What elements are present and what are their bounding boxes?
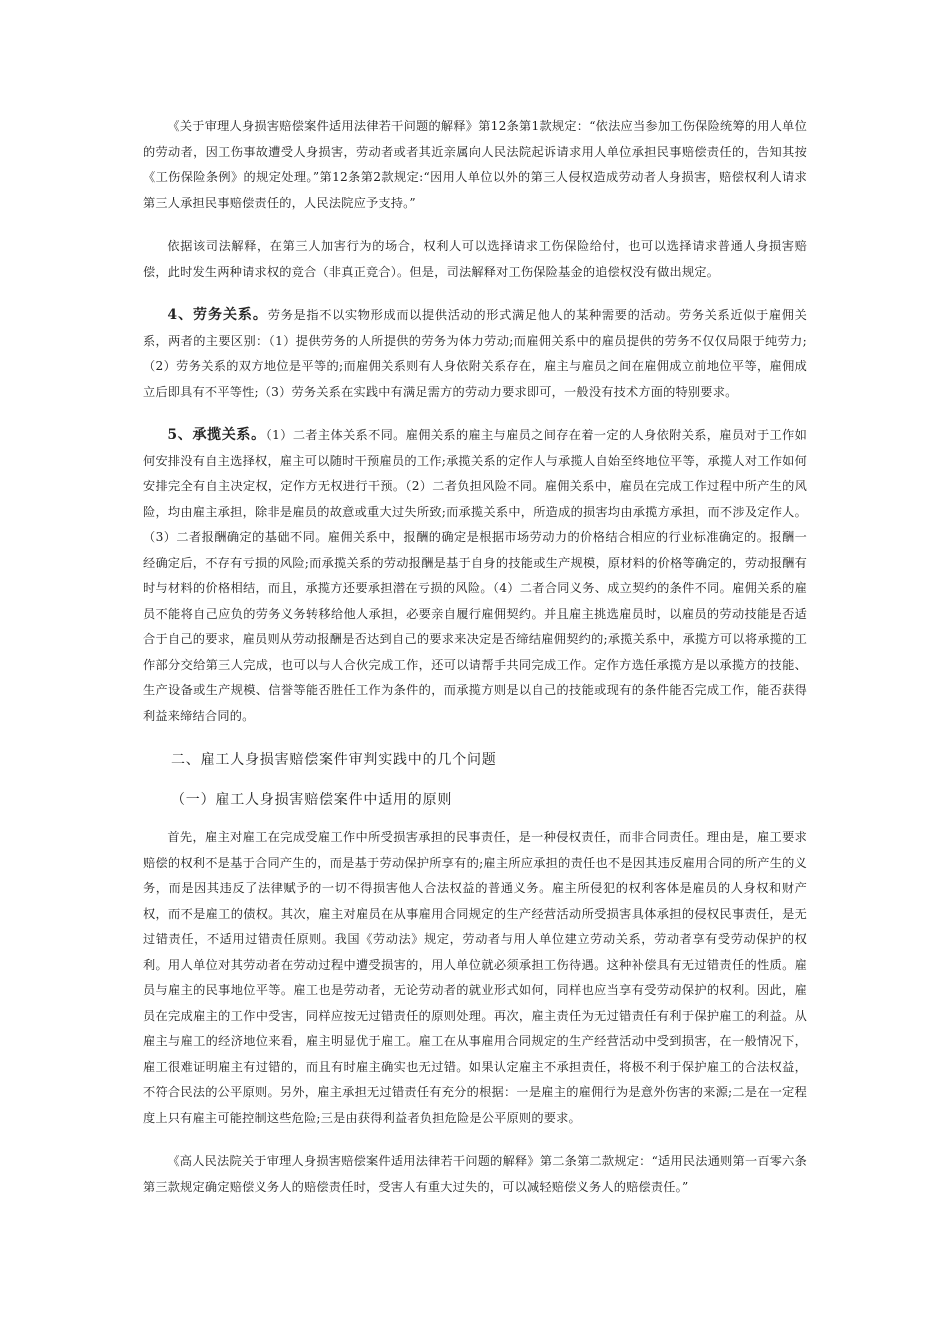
paragraph-contracting-relation xyxy=(143,423,807,729)
paragraph-judicial-interpretation-article-12: 《关于审理人身损害赔偿案件适用法律若干问题的解释》第12条第1款规定：“依法应当参加工伤保险统筹的用人单位的劳动者，因工伤事故遭受人身损害，劳动者或者其近亲属向人民法院起诉请求用人单位承担民事赔偿责任的，告知其按《工伤保险条例》的规定处理。”第12条第2款规定:“因用人单位以外的第三人侵权造成劳动者人身损害，赔偿权利人请求第三人承担民事赔偿责任的，人民法院应予支持。” xyxy=(143,119,807,210)
section-heading-practice-issues: 二、雇工人身损害赔偿案件审判实践中的几个问题 xyxy=(171,752,497,768)
paragraph-claim-concurrence: 依据该司法解释，在第三人加害行为的场合，权利人可以选择请求工伤保险给付，也可以选择请求普通人身损害赔偿，此时发生两种请求权的竞合（非真正竞合）。但是，司法解释对工伤保险基金的追偿权没有做出规定。 xyxy=(143,239,807,279)
paragraph-employer-liability-principles: 首先，雇主对雇工在完成受雇工作中所受损害承担的民事责任，是一种侵权责任，而非合同责任。理由是，雇工要求赔偿的权利不是基于合同产生的，而是基于劳动保护所享有的;雇主所应承担的责任也不是因其违反雇用合同的所产生的义务，而是因其违反了法律赋予的一切不得损害他人合法权益的普通义务。雇主所侵犯的权利客体是雇员的人身权和财产权，而不是雇工的债权。其次，雇主对雇员在从事雇用合同规定的生产经营活动所受损害具体承担的侵权民事责任，是无过错责任，不适用过错责任原则。我国《劳动法》规定，劳动者与用人单位建立劳动关系，劳动者享有受劳动保护的权利。用人单位对其劳动者在劳动过程中遭受损害的，用人单位就必须承担工伤待遇。这种补偿具有无过错责任的性质。雇员与雇主的民事地位平等。雇工也是劳动者，无论劳动者的就业形式如何，同样也应当享有受劳动保护的权利。因此，雇员在完成雇主的工作中受害，同样应按无过错责任的原则处理。再次，雇主责任为无过错责任有利于保护雇工的利益。从雇主与雇工的经济地位来看，雇主明显优于雇工。雇工在从事雇用合同规定的生产经营活动中受到损害，在一般情况下，雇工很难证明雇主有过错的，而且有时雇主确实也无过错。如果认定雇主不承担责任，将极不利于保护雇工的合法权益，不符合民法的公平原则。另外，雇主承担无过错责任有充分的根据：一是雇主的雇佣行为是意外伤害的来源;二是在一定程度上只有雇主可能控制这些危险;三是由获得利益者负担危险是公平原则的要求。 xyxy=(143,830,807,1125)
paragraph-labor-service-relation xyxy=(143,303,807,405)
subsection-heading-principles: （一）雇工人身损害赔偿案件中适用的原则 xyxy=(171,792,453,808)
document-page xyxy=(143,114,807,1218)
paragraph-gross-negligence-reduction: 《高人民法院关于审理人身损害赔偿案件适用法律若干问题的解释》第二条第二款规定：“适用民法通则第一百零六条第三款规定确定赔偿义务人的赔偿责任时，受害人有重大过失的，可以减轻赔偿义务人的赔偿责任。” xyxy=(143,1154,807,1194)
contracting-lead: 5、承揽关系。 xyxy=(167,427,266,443)
labor-service-lead: 4、劳务关系。 xyxy=(167,307,268,323)
contracting-body: （1）二者主体关系不同。雇佣关系的雇主与雇员之间存在着一定的人身依附关系，雇员对于工作如何安排没有自主选择权，雇主可以随时干预雇员的工作;承揽关系的定作人与承揽人自始至终地位平等，承揽人对工作如何安排完全有自主决定权，定作方无权进行干预。（2）二者负担风险不同。雇佣关系中，雇员在完成工作过程中所产生的风险，均由雇主承担，除非是雇员的故意或重大过失所致;而承揽关系中，所造成的损害均由承揽方承担，而不涉及定作人。（3）二者报酬确定的基础不同。雇佣关系中，报酬的确定是根据市场劳动力的价格结合相应的行业标准确定的。报酬一经确定后，不存有亏损的风险;而承揽关系的劳动报酬是基于自身的技能或生产规模，原材料的价格等确定的，劳动报酬有时与材料的价格相结，而且，承揽方还要承担潜在亏损的风险。（4）二者合同义务、成立契约的条件不同。雇佣关系的雇员不能将自己应负的劳务义务转移给他人承担，必要亲自履行雇佣契约。并且雇主挑选雇员时，以雇员的劳动技能是否适合于自己的要求，雇员则从劳动报酬是否达到自己的要求来决定是否缔结雇佣契约的;承揽关系中，承揽方可以将承揽的工作部分交给第三人完成，也可以与人合伙完成工作，还可以请帮手共同完成工作。定作方选任承揽方是以承揽方的技能、生产设备或生产规模、信誉等能否胜任工作为条件的，而承揽方则是以自己的技能或现有的条件能否完成工作，能否获得利益来缔结合同的。 xyxy=(143,428,807,723)
labor-service-body: 劳务是指不以实物形成而以提供活动的形式满足他人的某种需要的活动。劳务关系近似于雇佣关系，两者的主要区别：（1）提供劳务的人所提供的劳务为体力劳动;而雇佣关系中的雇员提供的劳务不仅仅局限于纯劳力;（2）劳务关系的双方地位是平等的;而雇佣关系则有人身依附关系存在，雇主与雇员之间在雇佣成立前地位平等，雇佣成立后即具有不平等性;（3）劳务关系在实践中有满足需方的劳动力要求即可，一般没有技术方面的特别要求。 xyxy=(143,308,807,399)
